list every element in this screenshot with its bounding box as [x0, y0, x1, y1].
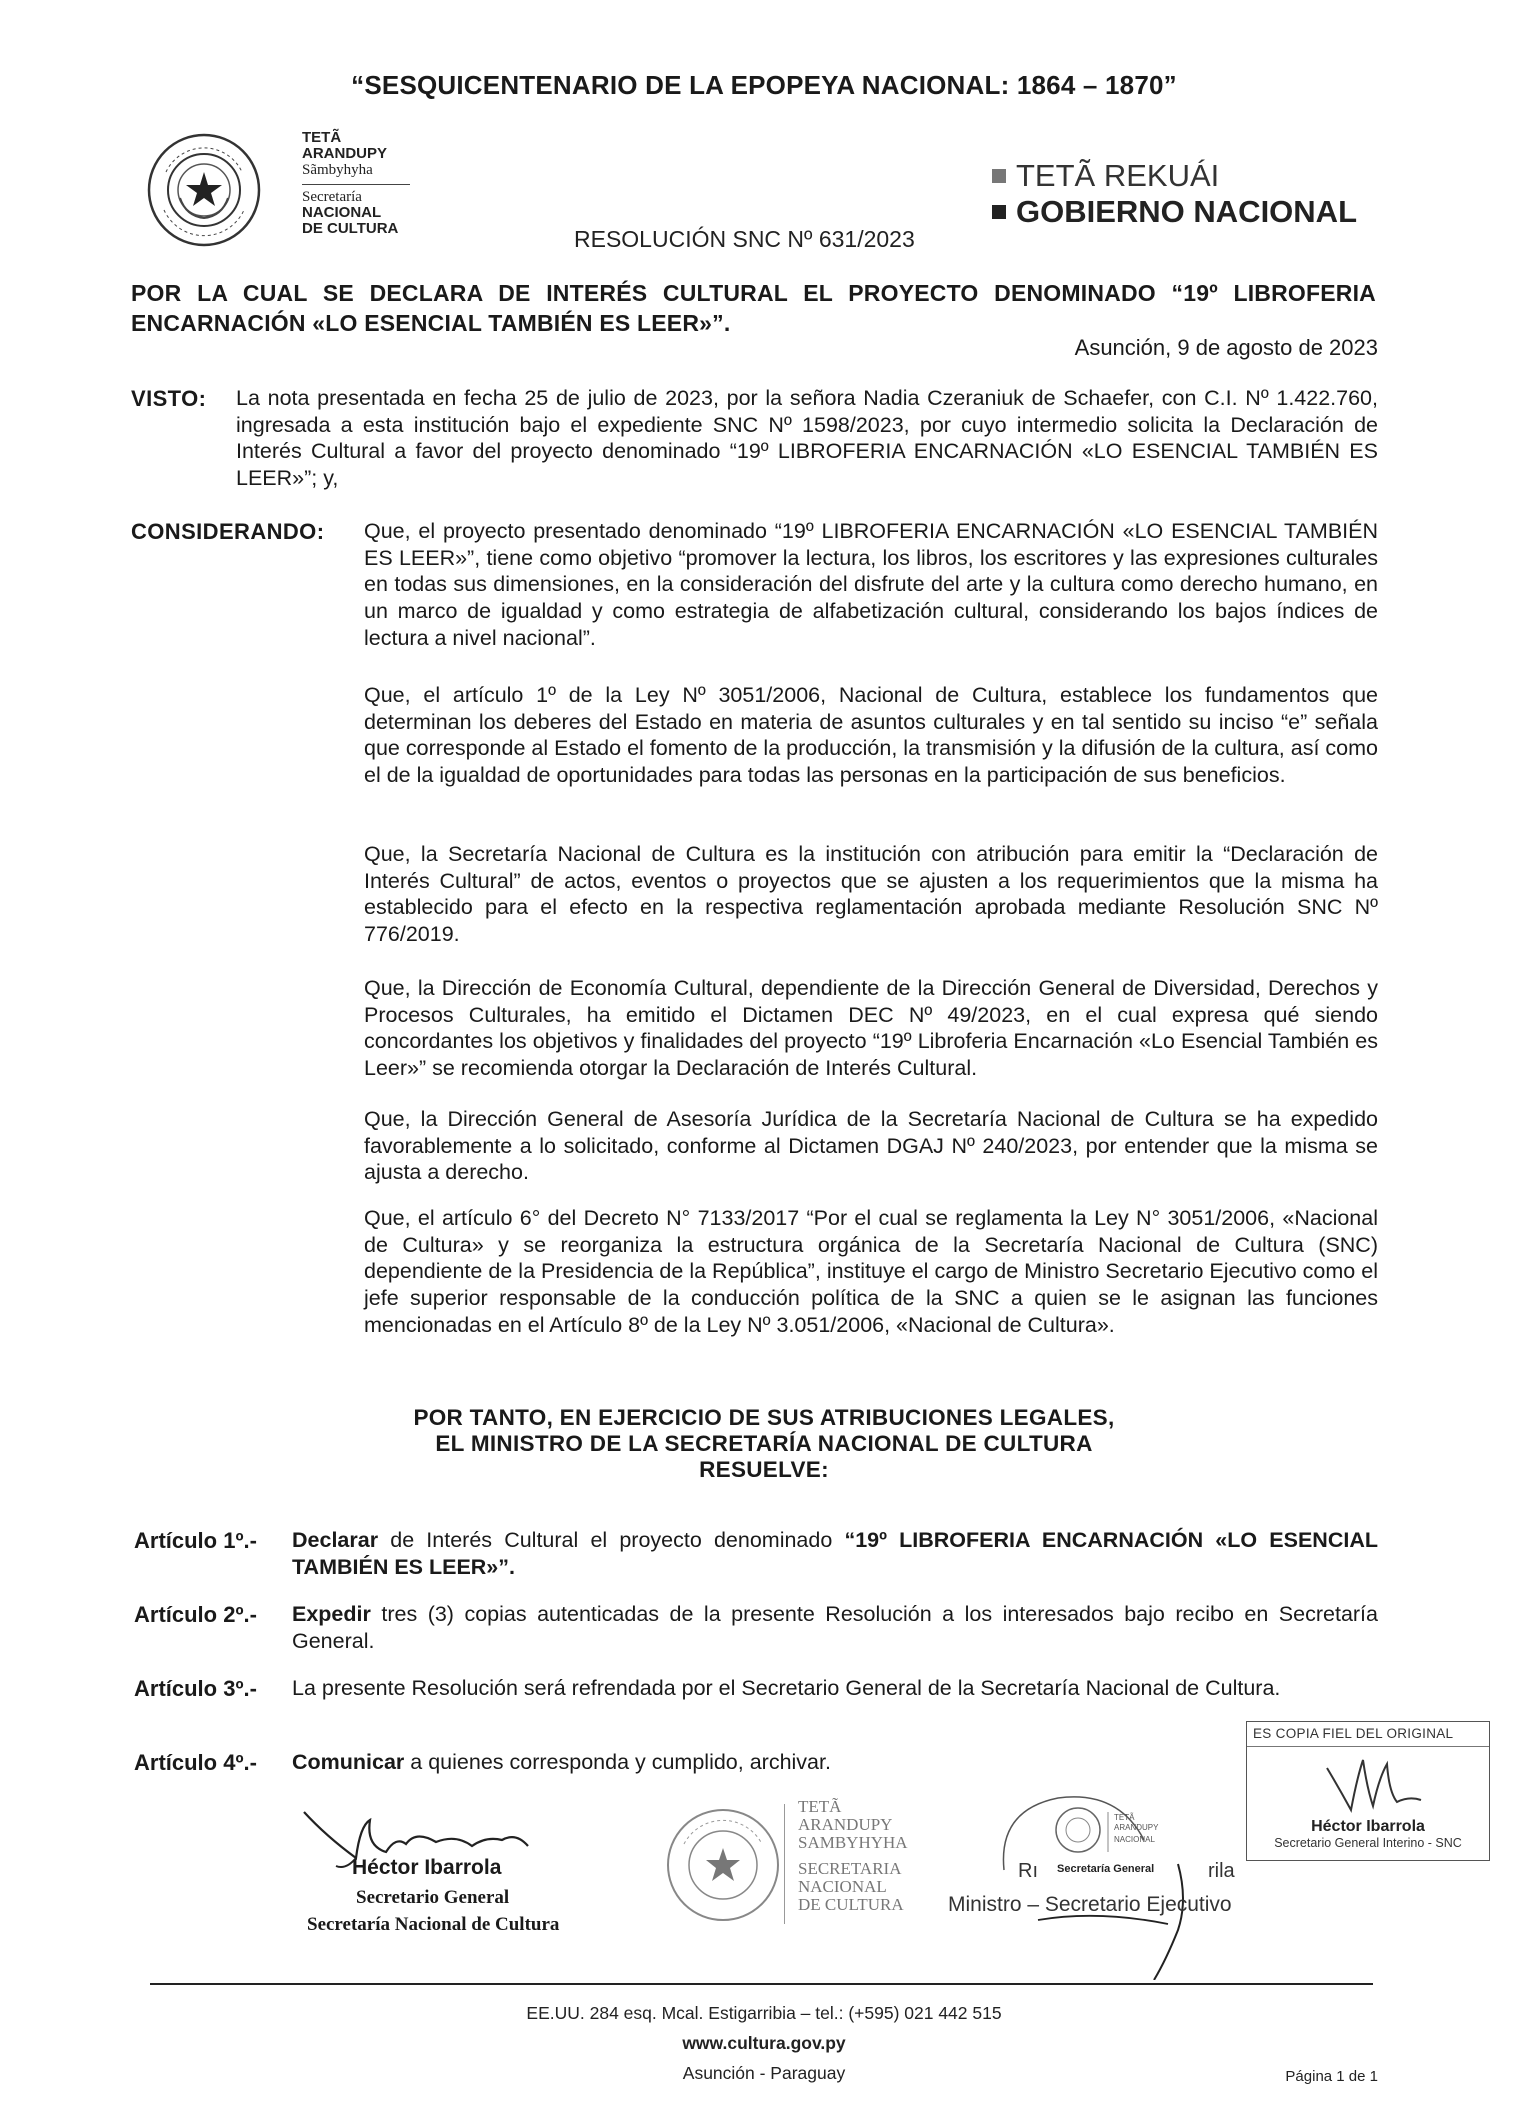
- center-stamp-line: DE CULTURA: [798, 1895, 904, 1914]
- article-3-text: La presente Resolución será refrendada por el Secretario General de la Secretaría Nacional de Cultura.: [292, 1676, 1281, 1700]
- signature-icon: [1317, 1748, 1427, 1818]
- considerando-paragraph: Que, el proyecto presentado denominado “19º LIBROFERIA ENCARNACIÓN «LO ESENCIAL TAMBIÉN ES LEER»”, tiene como objetivo “promover la lectura, los libros, los escritores y las expresiones culturales en todas sus dimensiones, en la consideración del disfrute del arte y la cultura como derecho humano, en un marco de igualdad y como estrategia de alfabetización cultural, considerando los bajos índices de lectura a nivel nacional”.: [364, 519, 1378, 650]
- center-stamp-line: SAMBYHYHA: [798, 1833, 908, 1852]
- considerando-paragraph: Que, la Dirección General de Asesoría Jurídica de la Secretaría Nacional de Cultura se ha expedido favorablemente a lo solicitado, conforme al Dictamen DGAJ Nº 240/2023, por entender que la misma se ajusta a derecho.: [364, 1107, 1378, 1185]
- minister-title: Ministro – Secretario Ejecutivo: [948, 1893, 1232, 1916]
- footer-address: EE.UU. 284 esq. Mcal. Estigarribia – tel.: (+595) 021 442 515: [526, 2003, 1002, 2023]
- footer-divider: [150, 1983, 1373, 1985]
- resolution-number: RESOLUCIÓN SNC Nº 631/2023: [574, 226, 915, 252]
- center-stamp-line: ARANDUPY: [798, 1815, 893, 1834]
- visto-label: VISTO:: [131, 386, 207, 411]
- stamp-header: ES COPIA FIEL DEL ORIGINAL: [1253, 1726, 1454, 1741]
- signatory-institution: Secretaría Nacional de Cultura: [307, 1914, 560, 1935]
- svg-text:TETÃ: TETÃ: [1114, 1813, 1135, 1822]
- resuelve-line: RESUELVE:: [699, 1457, 829, 1482]
- inst-line-nacional: NACIONAL: [302, 204, 382, 221]
- footer-city: Asunción - Paraguay: [682, 2063, 846, 2083]
- article-3-label: Artículo 3º.-: [134, 1676, 257, 1701]
- article-1-label: Artículo 1º.-: [134, 1528, 257, 1553]
- minister-seal-label: Secretaría General: [1057, 1863, 1155, 1875]
- svg-text:NACIONAL: NACIONAL: [1114, 1835, 1155, 1844]
- inst-line-teta: TETÃ: [302, 129, 342, 146]
- resolution-date: Asunción, 9 de agosto de 2023: [1074, 335, 1378, 360]
- signatory-name: Héctor Ibarrola: [352, 1856, 502, 1879]
- gov-line-teta-rekuai: TETÃ REKUÁI: [1016, 158, 1220, 193]
- inst-line-cultura: DE CULTURA: [302, 220, 399, 237]
- institution-block: [302, 130, 410, 237]
- article-1-text: Declarar de Interés Cultural el proyecto denominado “19º LIBROFERIA ENCARNACIÓN «LO ESENCIAL TAMBIÉN ES LEER»”.: [292, 1528, 1378, 1579]
- center-stamp-line: SECRETARIA: [798, 1859, 902, 1878]
- por-tanto-line: POR TANTO, EN EJERCICIO DE SUS ATRIBUCIONES LEGALES,: [413, 1405, 1115, 1430]
- considerando-label: CONSIDERANDO:: [131, 519, 325, 544]
- national-seal-icon: [146, 132, 296, 248]
- center-stamp-line: TETÃ: [798, 1797, 842, 1816]
- article-2-text: Expedir tres (3) copias autenticadas de la presente Resolución a los interesados bajo recibo en Secretaría General.: [292, 1602, 1378, 1653]
- certified-copy-stamp: [1246, 1721, 1490, 1861]
- stamp-role: Secretario General Interino - SNC: [1274, 1836, 1462, 1850]
- considerando-paragraph: Que, el artículo 6° del Decreto N° 7133/2017 “Por el cual se reglamenta la Ley N° 3051/2006, «Nacional de Cultura» y se reorganiza la estructura orgánica de la Secretaría Nacional de Cultura (SNC) dependiente de la Presidencia de la República”, instituye el cargo de Ministro Secretario Ejecutivo como el jefe superior responsable de la conducción política de la SNC a quien se le asignan las funciones mencionadas en el Artículo 8º de la Ley Nº 3.051/2006, «Nacional de Cultura».: [364, 1206, 1378, 1337]
- considerando-paragraph: Que, la Secretaría Nacional de Cultura es la institución con atribución para emitir la “Declaración de Interés Cultural” de actos, eventos o proyectos que se ajusten a los requerimientos que la misma ha establecido para el efecto en la respectiva reglamentación aprobada mediante Resolución SNC Nº 776/2019.: [364, 842, 1378, 947]
- minister-signature-icon: [948, 1790, 1278, 1980]
- center-stamp-line: NACIONAL: [798, 1877, 887, 1896]
- considerando-paragraph: Que, el artículo 1º de la Ley Nº 3051/2006, Nacional de Cultura, establece los fundamentos que determinan los deberes del Estado en materia de asuntos culturales y en tal sentido su inciso “e” señala que corresponde al Estado el fomento de la producción, la transmisión y la difusión de la cultura, así como el de la igualdad de oportunidades para todas las personas en la participación de sus beneficios.: [364, 683, 1378, 788]
- stamp-name: Héctor Ibarrola: [1311, 1818, 1425, 1835]
- resolution-subject: POR LA CUAL SE DECLARA DE INTERÉS CULTURAL EL PROYECTO DENOMINADO “19º LIBROFERIA ENCARNACIÓN «LO ESENCIAL TAMBIÉN ES LEER»”.: [131, 280, 1376, 336]
- center-stamp-text: [798, 1798, 908, 1914]
- inst-line-sambyhyha: Sãmbyhyha: [302, 162, 373, 178]
- svg-text:ARANDUPY: ARANDUPY: [1114, 1823, 1159, 1832]
- minister-line: EL MINISTRO DE LA SECRETARÍA NACIONAL DE CULTURA: [435, 1431, 1093, 1456]
- visto-text: La nota presentada en fecha 25 de julio de 2023, por la señora Nadia Czeraniuk de Schaefer, con C.I. Nº 1.422.760, ingresada a esta institución bajo el expediente SNC Nº 1598/2023, por cuyo intermedio solicita la Declaración de Interés Cultural a favor del proyecto denominado “19º LIBROFERIA ENCARNACIÓN «LO ESENCIAL TAMBIÉN ES LEER»”; y,: [236, 386, 1378, 491]
- gov-line-gobierno: GOBIERNO NACIONAL: [1016, 194, 1357, 229]
- square-bullet-icon: [992, 169, 1006, 183]
- por-tanto-block: [0, 1405, 1528, 1483]
- inst-line-secretaria: Secretaría: [302, 189, 362, 205]
- article-4-text: Comunicar a quienes corresponda y cumplido, archivar.: [292, 1750, 831, 1774]
- government-brand: [992, 158, 1357, 230]
- commemorative-motto: “SESQUICENTENARIO DE LA EPOPEYA NACIONAL: 1864 – 1870”: [351, 70, 1177, 100]
- article-4-label: Artículo 4º.-: [134, 1750, 257, 1775]
- seal-stamp-icon: [664, 1806, 782, 1924]
- inst-line-arandupy: ARANDUPY: [302, 145, 388, 162]
- minister-name-fragment: Rı rila: [1018, 1860, 1235, 1882]
- signatory-role: Secretario General: [356, 1887, 510, 1908]
- article-2-label: Artículo 2º.-: [134, 1602, 257, 1627]
- square-bullet-icon: [992, 205, 1006, 219]
- inst-divider: [302, 184, 410, 185]
- considerando-paragraph: Que, la Dirección de Economía Cultural, dependiente de la Dirección General de Diversidad, Derechos y Procesos Culturales, ha emitido el Dictamen DEC Nº 49/2023, en el cual expresa qué siendo concordantes los objetivos y finalidades del proyecto “19º Libroferia Encarnación «Lo Esencial También es Leer»” se recomienda otorgar la Declaración de Interés Cultural.: [364, 976, 1378, 1081]
- footer-website[interactable]: www.cultura.gov.py: [682, 2033, 846, 2053]
- page-number: Página 1 de 1: [1285, 2068, 1378, 2085]
